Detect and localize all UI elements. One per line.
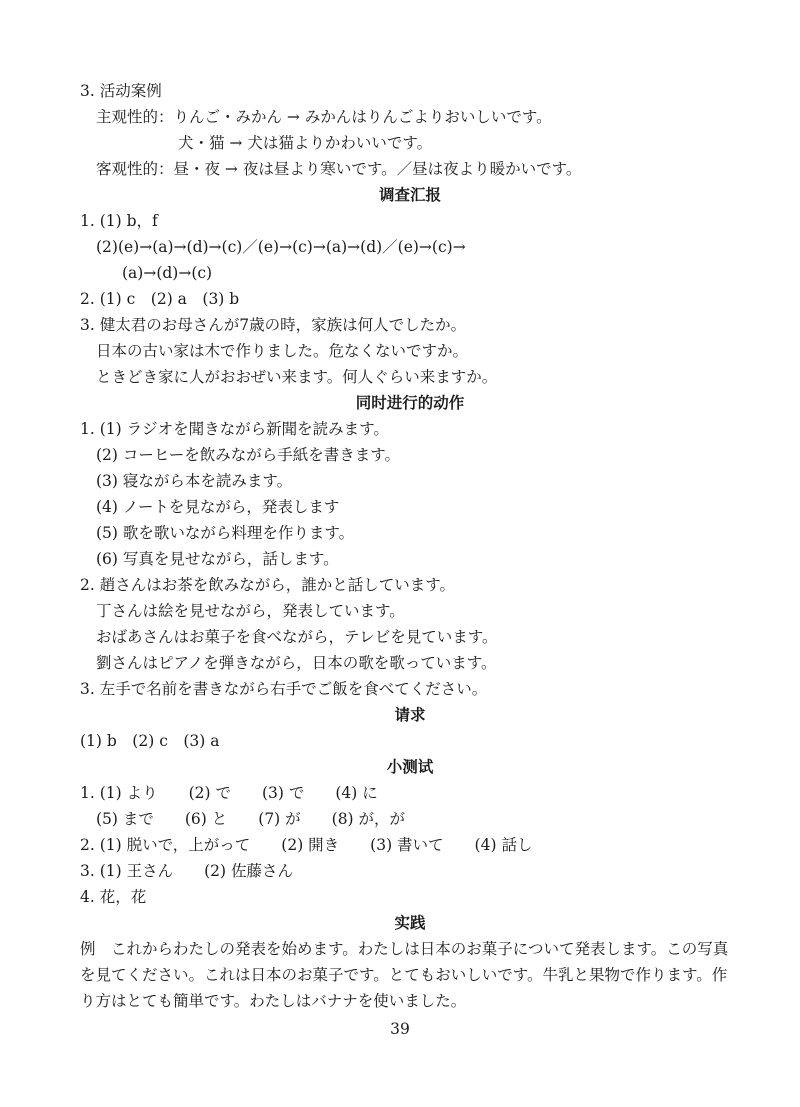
survey-line: (2)(e)→(a)→(d)→(c)／(e)→(c)→(a)→(d)／(e)→(c)→ xyxy=(96,238,466,256)
simultaneous-line: おばあさんはお菓子を食べながら，テレビを見ています。 xyxy=(96,628,498,646)
simultaneous-line: (6) 写真を見せながら，話します。 xyxy=(96,550,339,568)
simultaneous-line: (5) 歌を歌いながら料理を作ります。 xyxy=(96,524,355,542)
activity-subjective-1: 主观性的：りんご・みかん → みかんはりんごよりおいしいです。 xyxy=(96,108,552,126)
answer-page xyxy=(80,78,740,1014)
quiz-line: 4. 花，花 xyxy=(80,888,147,906)
survey-line: 2. (1) c (2) a (3) b xyxy=(80,290,240,308)
quiz-line: 1. (1) より (2) で (3) で (4) に xyxy=(80,784,378,802)
survey-line: 1. (1) b，f xyxy=(80,212,158,230)
section-heading-practice: 实践 xyxy=(394,913,426,932)
simultaneous-line: 丁さんは絵を見せながら，発表しています。 xyxy=(96,602,405,620)
survey-line: 3. 健太君のお母さんが7歳の時，家族は何人でしたか。 xyxy=(80,316,467,334)
survey-line: ときどき家に人がおおぜい来ます。何人ぐらい来ますか。 xyxy=(96,368,498,386)
quiz-line: 3. (1) 王さん (2) 佐藤さん xyxy=(80,862,293,880)
survey-line: (a)→(d)→(c) xyxy=(122,264,213,282)
page-number: 39 xyxy=(390,1020,410,1038)
activity-title: 3. 活动案例 xyxy=(80,82,162,100)
simultaneous-line: 3. 左手で名前を書きながら右手でご飯を食べてください。 xyxy=(80,680,488,698)
survey-line: 日本の古い家は木で作りました。危なくないですか。 xyxy=(96,342,469,360)
simultaneous-line: 劉さんはピアノを弾きながら，日本の歌を歌っています。 xyxy=(96,654,497,672)
section-heading-quiz: 小测试 xyxy=(386,757,434,776)
simultaneous-line: 1. (1) ラジオを聞きながら新聞を読みます。 xyxy=(80,420,389,438)
simultaneous-line: (2) コーヒーを飲みながら手紙を書きます。 xyxy=(96,446,401,464)
activity-objective: 客观性的：昼・夜 → 夜は昼より寒いです。／昼は夜より暖かいです。 xyxy=(96,160,582,178)
simultaneous-line: (4) ノートを見ながら，発表します xyxy=(96,498,340,516)
quiz-line: (5) まで (6) と (7) が (8) が，が xyxy=(96,810,406,828)
section-heading-survey: 调查汇报 xyxy=(378,185,441,204)
request-answer: (1) b (2) c (3) a xyxy=(80,732,220,750)
section-heading-simultaneous: 同时进行的动作 xyxy=(355,393,465,412)
practice-paragraph: 例 これからわたしの発表を始めます。わたしは日本のお菓子について発表します。この写真を見てください。これは日本のお菓子です。とてもおいしいです。牛乳と果物で作ります。作り方はとても簡単です。わたしはバナナを使いました。 xyxy=(80,940,729,1010)
quiz-line: 2. (1) 脱いで，上がって (2) 開き (3) 書いて (4) 話し xyxy=(80,836,533,854)
simultaneous-line: (3) 寝ながら本を読みます。 xyxy=(96,472,293,490)
simultaneous-line: 2. 趙さんはお茶を飲みながら，誰かと話しています。 xyxy=(80,576,455,594)
activity-subjective-2: 犬・猫 → 犬は猫よりかわいいです。 xyxy=(178,134,433,152)
section-heading-request: 请求 xyxy=(394,705,426,724)
